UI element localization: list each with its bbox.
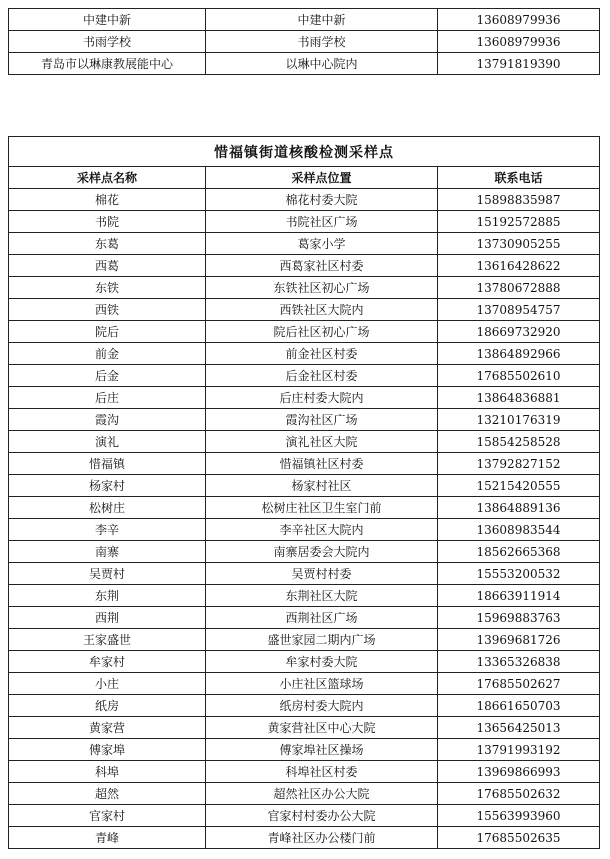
title-row (9, 137, 600, 167)
cell-name: 牟家村 (9, 651, 206, 673)
cell-name: 吴贾村 (9, 563, 206, 585)
header-phone: 联系电话 (438, 167, 600, 189)
cell-phone: 13708954757 (438, 299, 600, 321)
cell-phone: 15553200532 (438, 563, 600, 585)
sampling-points-table (8, 136, 600, 849)
cell-location: 牟家村委大院 (206, 651, 438, 673)
cell-name: 院后 (9, 321, 206, 343)
cell-location: 青峰社区办公楼门前 (206, 827, 438, 849)
table-row (9, 607, 600, 629)
cell-name: 东荆 (9, 585, 206, 607)
cell-phone: 13864889136 (438, 497, 600, 519)
cell-name: 书雨学校 (9, 31, 206, 53)
table-row (9, 9, 600, 31)
cell-phone: 13730905255 (438, 233, 600, 255)
cell-location: 后金社区村委 (206, 365, 438, 387)
cell-name: 青峰 (9, 827, 206, 849)
cell-location: 黄家营社区中心大院 (206, 717, 438, 739)
table-row (9, 277, 600, 299)
header-location: 采样点位置 (206, 167, 438, 189)
cell-name: 南寨 (9, 541, 206, 563)
cell-location: 李辛社区大院内 (206, 519, 438, 541)
header-row (9, 167, 600, 189)
cell-phone: 13969866993 (438, 761, 600, 783)
cell-location: 吴贾村村委 (206, 563, 438, 585)
cell-location: 纸房村委大院内 (206, 695, 438, 717)
table-row (9, 53, 600, 75)
table-row (9, 519, 600, 541)
cell-name: 东葛 (9, 233, 206, 255)
cell-phone: 13616428622 (438, 255, 600, 277)
cell-name: 松树庄 (9, 497, 206, 519)
cell-location: 小庄社区篮球场 (206, 673, 438, 695)
cell-phone: 17685502610 (438, 365, 600, 387)
header-name: 采样点名称 (9, 167, 206, 189)
table-row (9, 409, 600, 431)
cell-location: 南寨居委会大院内 (206, 541, 438, 563)
table-row (9, 233, 600, 255)
cell-location: 以琳中心院内 (206, 53, 438, 75)
cell-name: 纸房 (9, 695, 206, 717)
cell-name: 前金 (9, 343, 206, 365)
cell-location: 院后社区初心广场 (206, 321, 438, 343)
cell-location: 杨家村社区 (206, 475, 438, 497)
table-row (9, 739, 600, 761)
cell-location: 盛世家园二期内广场 (206, 629, 438, 651)
cell-phone: 13608983544 (438, 519, 600, 541)
cell-phone: 18663911914 (438, 585, 600, 607)
cell-location: 书雨学校 (206, 31, 438, 53)
cell-location: 官家村村委办公大院 (206, 805, 438, 827)
table-row (9, 717, 600, 739)
cell-location: 傅家埠社区操场 (206, 739, 438, 761)
cell-phone: 17685502632 (438, 783, 600, 805)
table-row (9, 805, 600, 827)
cell-name: 官家村 (9, 805, 206, 827)
main-table-body (9, 189, 600, 849)
cell-name: 惜福镇 (9, 453, 206, 475)
table-row (9, 541, 600, 563)
cell-phone: 13969681726 (438, 629, 600, 651)
cell-name: 傅家埠 (9, 739, 206, 761)
cell-phone: 17685502627 (438, 673, 600, 695)
table-row (9, 651, 600, 673)
top-table (8, 8, 600, 75)
cell-location: 超然社区办公大院 (206, 783, 438, 805)
cell-location: 演礼社区大院 (206, 431, 438, 453)
table-row (9, 255, 600, 277)
cell-name: 霞沟 (9, 409, 206, 431)
table-row (9, 497, 600, 519)
cell-location: 中建中新 (206, 9, 438, 31)
cell-location: 前金社区村委 (206, 343, 438, 365)
cell-name: 青岛市以琳康教展能中心 (9, 53, 206, 75)
cell-phone: 13656425013 (438, 717, 600, 739)
table-row (9, 827, 600, 849)
table-row (9, 453, 600, 475)
table-row (9, 761, 600, 783)
table-row (9, 629, 600, 651)
cell-phone: 13864892966 (438, 343, 600, 365)
cell-location: 西荆社区广场 (206, 607, 438, 629)
cell-phone: 15898835987 (438, 189, 600, 211)
cell-phone: 15215420555 (438, 475, 600, 497)
cell-phone: 18669732920 (438, 321, 600, 343)
table-row (9, 475, 600, 497)
cell-location: 后庄村委大院内 (206, 387, 438, 409)
cell-phone: 13608979936 (438, 31, 600, 53)
table-row (9, 783, 600, 805)
cell-phone: 15563993960 (438, 805, 600, 827)
cell-name: 书院 (9, 211, 206, 233)
table-row (9, 563, 600, 585)
cell-location: 西葛家社区村委 (206, 255, 438, 277)
cell-location: 松树庄社区卫生室门前 (206, 497, 438, 519)
cell-phone: 17685502635 (438, 827, 600, 849)
cell-name: 东铁 (9, 277, 206, 299)
cell-name: 李辛 (9, 519, 206, 541)
table-row (9, 673, 600, 695)
cell-phone: 15969883763 (438, 607, 600, 629)
table-row (9, 585, 600, 607)
table-row (9, 321, 600, 343)
table-row (9, 31, 600, 53)
cell-name: 中建中新 (9, 9, 206, 31)
cell-phone: 15854258528 (438, 431, 600, 453)
table-row (9, 387, 600, 409)
cell-phone: 13792827152 (438, 453, 600, 475)
top-table-body (9, 9, 600, 75)
cell-name: 杨家村 (9, 475, 206, 497)
cell-phone: 15192572885 (438, 211, 600, 233)
cell-phone: 13864836881 (438, 387, 600, 409)
cell-name: 超然 (9, 783, 206, 805)
table-row (9, 431, 600, 453)
cell-phone: 13791993192 (438, 739, 600, 761)
cell-name: 西铁 (9, 299, 206, 321)
cell-phone: 13210176319 (438, 409, 600, 431)
cell-phone: 13791819390 (438, 53, 600, 75)
table-row (9, 189, 600, 211)
cell-location: 葛家小学 (206, 233, 438, 255)
cell-phone: 13365326838 (438, 651, 600, 673)
cell-phone: 13608979936 (438, 9, 600, 31)
table-row (9, 695, 600, 717)
cell-location: 东铁社区初心广场 (206, 277, 438, 299)
cell-location: 书院社区广场 (206, 211, 438, 233)
cell-location: 棉花村委大院 (206, 189, 438, 211)
cell-name: 西葛 (9, 255, 206, 277)
cell-name: 演礼 (9, 431, 206, 453)
cell-name: 棉花 (9, 189, 206, 211)
table-row (9, 299, 600, 321)
cell-name: 西荆 (9, 607, 206, 629)
cell-name: 小庄 (9, 673, 206, 695)
table-row (9, 343, 600, 365)
cell-location: 东荆社区大院 (206, 585, 438, 607)
cell-name: 黄家营 (9, 717, 206, 739)
cell-phone: 13780672888 (438, 277, 600, 299)
cell-name: 科埠 (9, 761, 206, 783)
table-row (9, 365, 600, 387)
cell-phone: 18661650703 (438, 695, 600, 717)
cell-name: 王家盛世 (9, 629, 206, 651)
cell-location: 科埠社区村委 (206, 761, 438, 783)
cell-location: 惜福镇社区村委 (206, 453, 438, 475)
cell-location: 霞沟社区广场 (206, 409, 438, 431)
cell-location: 西铁社区大院内 (206, 299, 438, 321)
cell-phone: 18562665368 (438, 541, 600, 563)
cell-name: 后庄 (9, 387, 206, 409)
table-title: 惜福镇街道核酸检测采样点 (9, 137, 600, 167)
cell-name: 后金 (9, 365, 206, 387)
table-row (9, 211, 600, 233)
